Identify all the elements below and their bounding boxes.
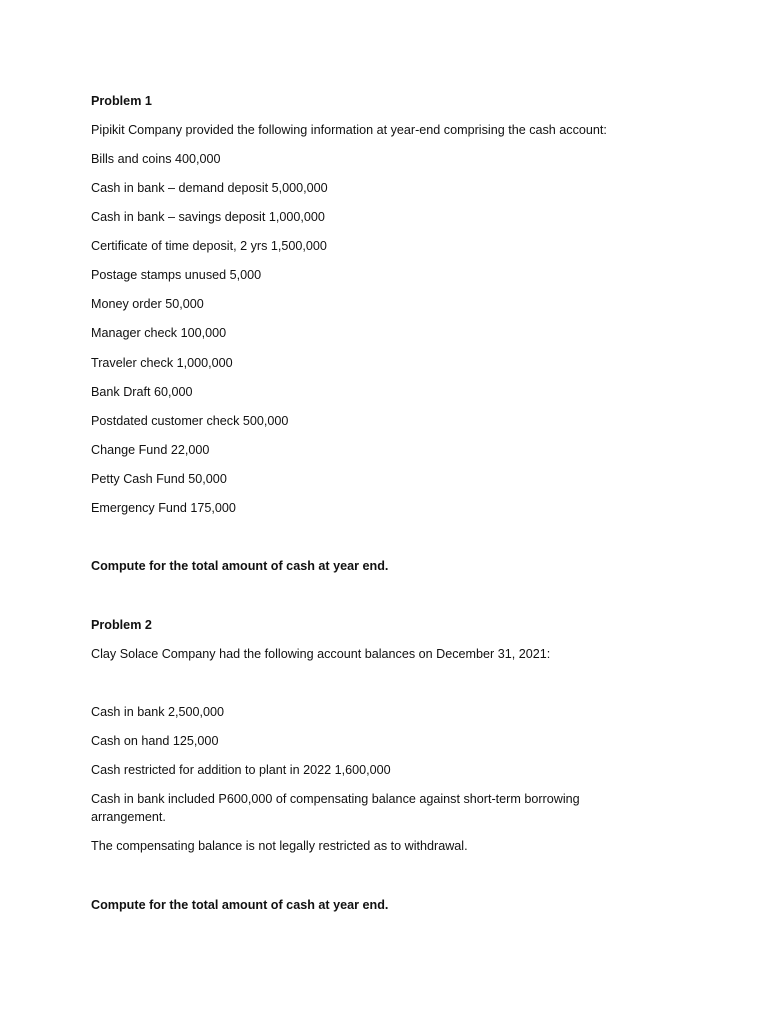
- problem-1-item: Postage stamps unused 5,000: [91, 268, 262, 282]
- problem-1-item: Bank Draft 60,000: [91, 385, 193, 399]
- problem-1-item: Cash in bank – demand deposit 5,000,000: [91, 181, 328, 195]
- problem-1-item: Petty Cash Fund 50,000: [91, 472, 227, 486]
- problem-1-item: Money order 50,000: [91, 297, 204, 311]
- problem-2-note-compensating-balance: Cash in bank included P600,000 of compensating balance against short-term borrowing arrangement.: [91, 792, 580, 824]
- problem-2-instruction: Compute for the total amount of cash at year end.: [91, 898, 389, 912]
- problem-2-heading: Problem 2: [91, 618, 152, 632]
- problem-2-note-restriction: The compensating balance is not legally restricted as to withdrawal.: [91, 839, 468, 853]
- problem-1-instruction: Compute for the total amount of cash at year end.: [91, 559, 389, 573]
- problem-2-item: Cash restricted for addition to plant in 2022 1,600,000: [91, 763, 391, 777]
- problem-1-item: Change Fund 22,000: [91, 443, 210, 457]
- problem-1-item: Emergency Fund 175,000: [91, 501, 236, 515]
- problem-2-item: Cash on hand 125,000: [91, 734, 219, 748]
- problem-1-item: Traveler check 1,000,000: [91, 356, 233, 370]
- problem-1-intro: Pipikit Company provided the following information at year-end comprising the cash account:: [91, 123, 607, 137]
- problem-1-heading: Problem 1: [91, 94, 152, 108]
- problem-1-item: Bills and coins 400,000: [91, 152, 221, 166]
- problem-1-item: Postdated customer check 500,000: [91, 414, 289, 428]
- problem-1-item: Certificate of time deposit, 2 yrs 1,500,000: [91, 239, 327, 253]
- problem-2-item: Cash in bank 2,500,000: [91, 705, 225, 719]
- problem-1-item: Cash in bank – savings deposit 1,000,000: [91, 210, 325, 224]
- problem-1-item: Manager check 100,000: [91, 326, 227, 340]
- problem-2-intro: Clay Solace Company had the following account balances on December 31, 2021:: [91, 647, 551, 661]
